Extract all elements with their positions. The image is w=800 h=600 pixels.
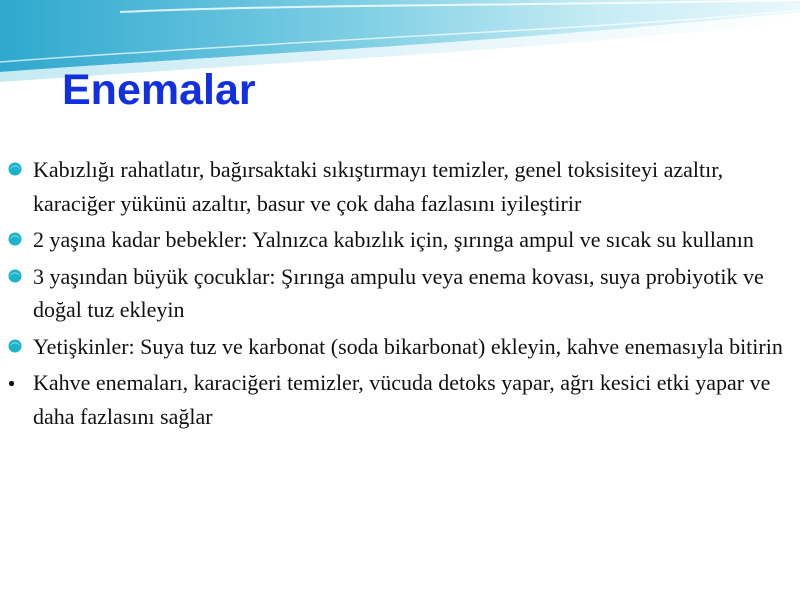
teal-disc-icon	[8, 269, 22, 283]
teal-disc-icon	[8, 162, 22, 176]
bullet-text: 2 yaşına kadar bebekler: Yalnızca kabızlık için, şırınga ampul ve sıcak su kullanın	[33, 227, 754, 252]
bullet-list	[0, 153, 790, 436]
bullet-text: Kabızlığı rahatlatır, bağırsaktaki sıkıştırmayı temizler, genel toksisiteyi azaltır, karaciğer yükünü azaltır, basur ve çok daha fazlasını iyileştirir	[33, 157, 724, 216]
bullet-item	[0, 260, 790, 327]
slide-title: Enemalar	[62, 66, 256, 114]
bullet-text: Yetişkinler: Suya tuz ve karbonat (soda bikarbonat) ekleyin, kahve enemasıyla bitirin	[33, 333, 783, 359]
teal-disc-icon	[8, 232, 22, 246]
teal-disc-icon	[8, 339, 22, 353]
bullet-text: 3 yaşından büyük çocuklar: Şırınga ampulu veya enema kovası, suya probiyotik ve doğal tuz ekleyin	[33, 263, 764, 322]
bullet-item	[0, 153, 790, 220]
bullet-text: Kahve enemaları, karaciğeri temizler, vücuda detoks yapar, ağrı kesici etki yapar ve daha fazlasını sağlar	[33, 370, 771, 429]
bullet-item	[0, 366, 790, 433]
bullet-item	[0, 330, 790, 364]
bullet-item	[0, 223, 790, 257]
small-dot-icon	[8, 380, 15, 387]
